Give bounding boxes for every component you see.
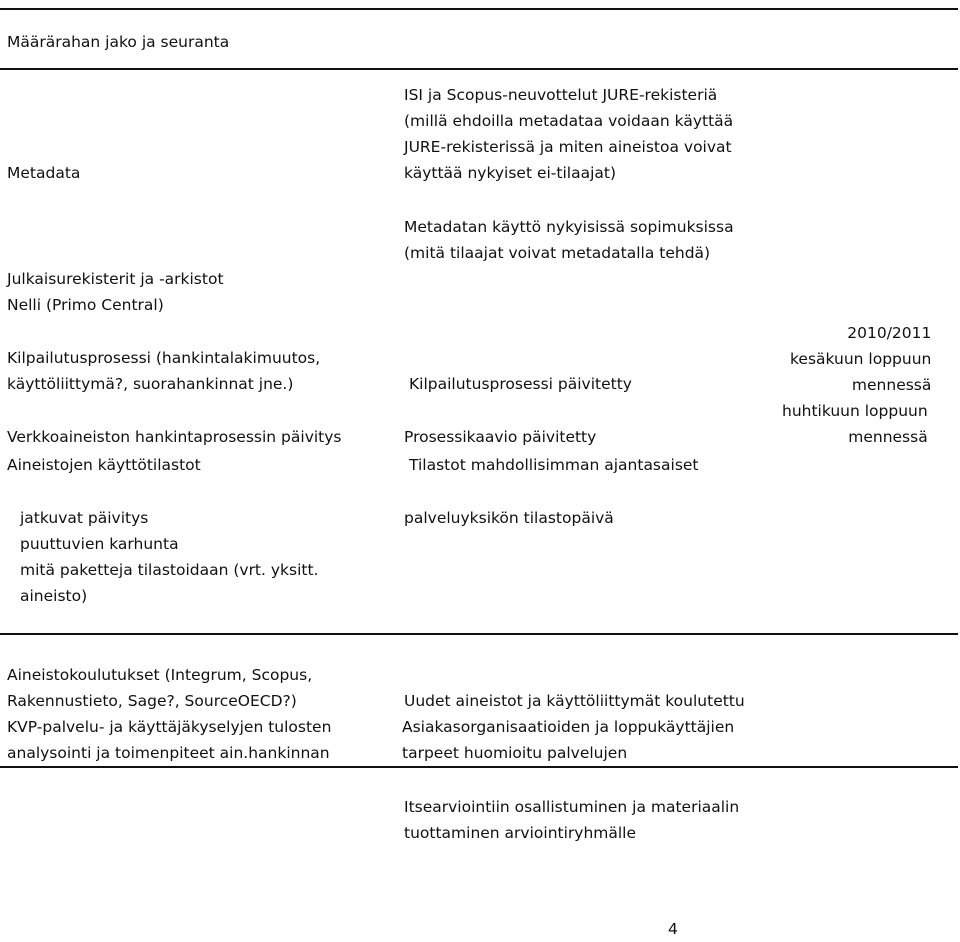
page-number: 4	[668, 920, 678, 938]
title-rule	[0, 68, 958, 70]
jatkuvat-list: jatkuvat päivitys puuttuvien karhunta mitä paketteja tilastoidaan (vrt. yksitt. aineisto)	[20, 509, 319, 605]
verkko-status: Prosessikaavio päivitetty	[404, 428, 597, 446]
kayttotilastot-label: Aineistojen käyttötilastot	[7, 456, 201, 474]
kilpailutus-deadline: 2010/2011 kesäkuun loppuun mennessä	[790, 324, 932, 394]
kilpailutus-status: Kilpailutusprosessi päivitetty	[409, 375, 632, 393]
kayttotilastot-status: Tilastot mahdollisimman ajantasaiset	[409, 456, 699, 474]
training-label: Aineistokoulutukset (Integrum, Scopus, Rakennustieto, Sage?, SourceOECD?)	[7, 666, 313, 710]
metadata-label: Metadata	[7, 164, 81, 182]
metadata-usage-text: Metadatan käyttö nykyisissä sopimuksissa (mitä tilaajat voivat metadatalla tehdä)	[404, 218, 734, 262]
julkaisurekisterit-label: Julkaisurekisterit ja -arkistot Nelli (Primo Central)	[7, 270, 224, 314]
self-evaluation-text: Itsearviointiin osallistuminen ja materiaalin tuottaminen arviointiryhmälle	[404, 798, 740, 842]
section-rule	[0, 633, 958, 635]
kvp-label: KVP-palvelu- ja käyttäjäkyselyjen tulosten analysointi ja toimenpiteet ain.hankinnan	[7, 718, 332, 762]
top-rule	[0, 8, 958, 10]
kilpailutus-label: Kilpailutusprosessi (hankintalakimuutos, käyttöliittymä?, suorahankinnat jne.)	[7, 349, 321, 393]
palveluyksikko-text: palveluyksikön tilastopäivä	[404, 509, 614, 527]
training-rule	[0, 766, 958, 768]
verkko-deadline: huhtikuun loppuun mennessä	[782, 402, 928, 446]
metadata-description: ISI ja Scopus-neuvottelut JURE-rekisteriä (millä ehdoilla metadataa voidaan käyttää JURE-rekisterissä ja miten aineistoa voivat käyttää nykyiset ei-tilaajat)	[404, 86, 734, 182]
training-description: Uudet aineistot ja käyttöliittymät koulutettu	[404, 692, 745, 710]
verkko-label: Verkkoaineiston hankintaprosessin päivitys	[7, 428, 342, 446]
kvp-description: Asiakasorganisaatioiden ja loppukäyttäjien tarpeet huomioitu palvelujen	[402, 718, 735, 762]
page-title: Määrärahan jako ja seuranta	[7, 33, 230, 51]
